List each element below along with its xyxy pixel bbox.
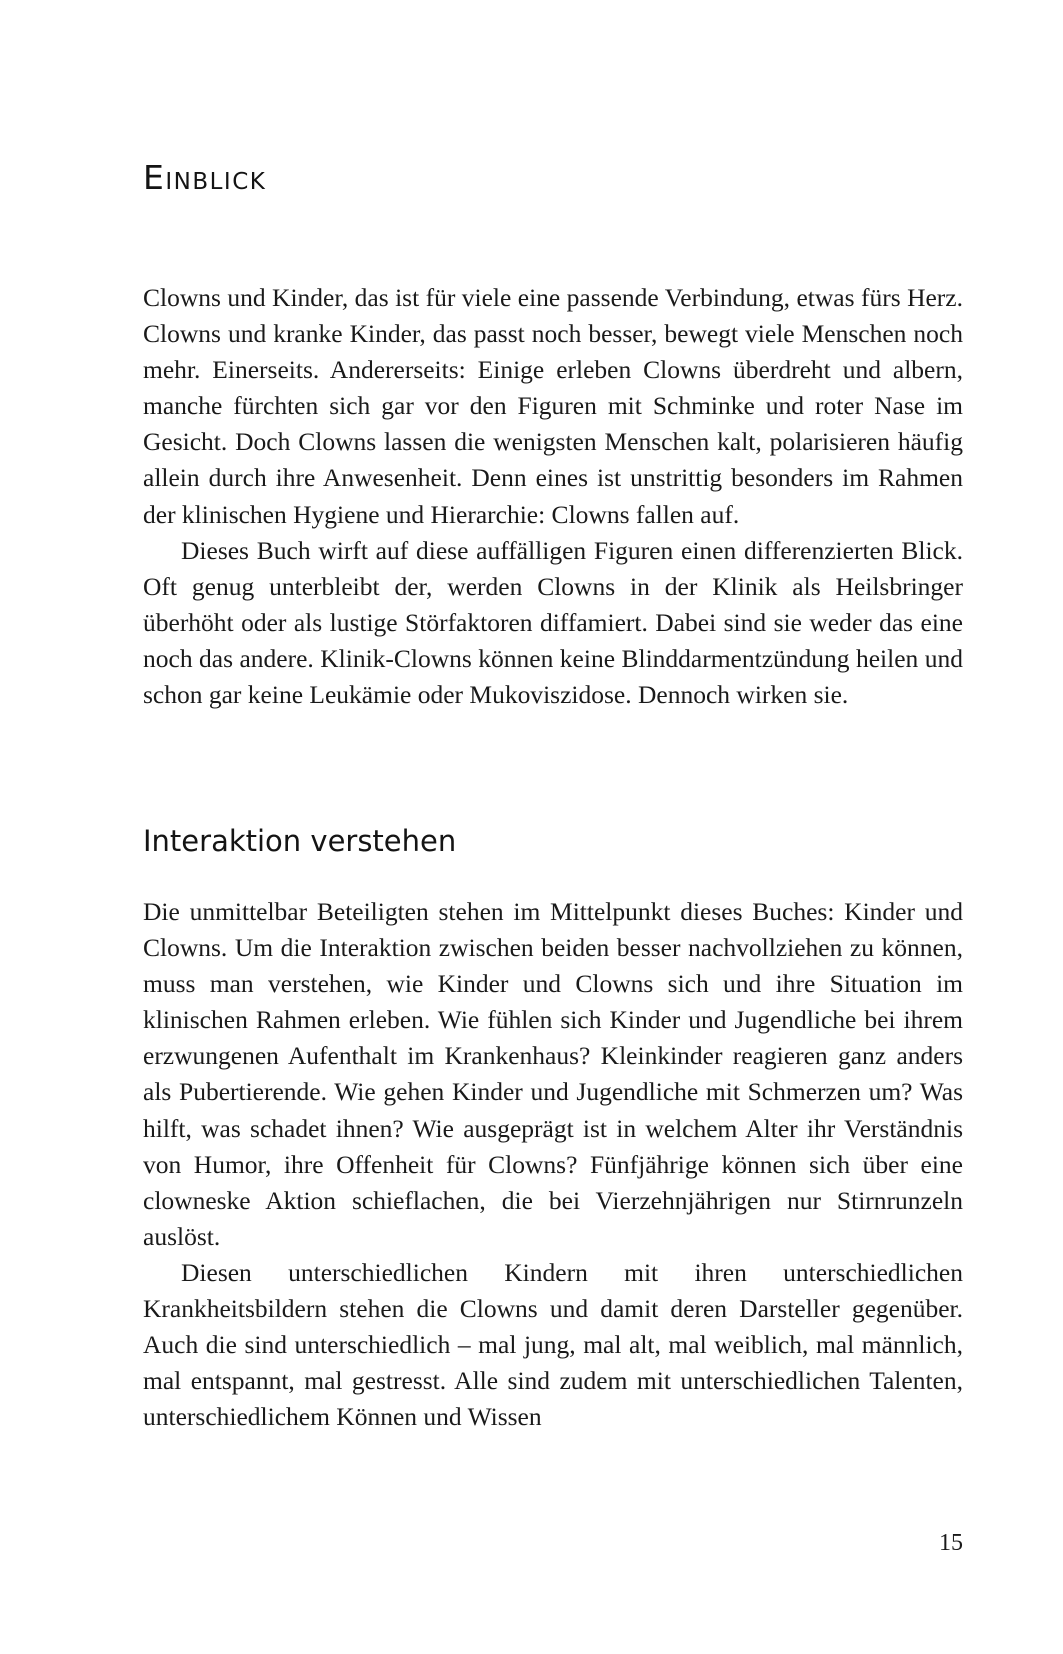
page-number: 15 [939, 1530, 963, 1556]
intro-paragraph-1: Clowns und Kinder, das ist für viele eine passende Verbindung, etwas fürs Herz. Clowns und kranke Kinder, das passt noch besser, bewegt viele Menschen noch mehr. Einerseits. Andererseits: Einige erleben Clowns überdreht und albern, manche fürchten sich gar vor den Figuren mit Schminke und roter Nase im Gesicht. Doch Clowns lassen die wenigsten Menschen kalt, polarisieren häufig allein durch ihre Anwesenheit. Denn eines ist unstrittig besonders im Rahmen der klinischen Hygiene und Hierarchie: Clowns fallen auf. [143, 283, 963, 529]
chapter-title: Einblick [143, 158, 267, 197]
section-text [143, 894, 963, 1435]
intro-text [143, 280, 963, 713]
section-title: Interaktion verstehen [143, 824, 457, 858]
section-paragraph-2: Diesen unterschiedlichen Kindern mit ihren unterschiedlichen Krankheitsbildern stehen die Clowns und damit deren Darsteller gegenüber. Auch die sind unterschiedlich – mal jung, mal alt, mal weiblich, mal männlich, mal entspannt, mal gestresst. Alle sind zudem mit unterschiedlichen Talenten, unterschiedlichem Können und Wissen [143, 1257, 963, 1432]
section-paragraph-1: Die unmittelbar Beteiligten stehen im Mittelpunkt dieses Buches: Kinder und Clowns. Um die Interaktion zwischen beiden besser nachvollziehen zu können, muss man verstehen, wie Kinder und Clowns sich und ihre Situation im klinischen Rahmen erleben. Wie fühlen sich Kinder und Jugendliche bei ihrem erzwungenen Aufenthalt im Krankenhaus? Kleinkinder reagieren ganz anders als Pubertierende. Wie gehen Kinder und Jugendliche mit Schmerzen um? Was hilft, was schadet ihnen? Wie ausgeprägt ist in welchem Alter ihr Verständnis von Humor, ihre Offenheit für Clowns? Fünfjährige können sich über eine clowneske Aktion schieflachen, die bei Vierzehnjährigen nur Stirnrunzeln auslöst. [143, 897, 963, 1251]
intro-paragraph-2: Dieses Buch wirft auf diese auffälligen Figuren einen differenzierten Blick. Oft genug unterbleibt der, werden Clowns in der Klinik als Heilsbringer überhöht oder als lustige Störfaktoren diffamiert. Dabei sind sie weder das eine noch das andere. Klinik-Clowns können keine Blinddarmentzündung heilen und schon gar keine Leukämie oder Mukoviszidose. Dennoch wirken sie. [143, 535, 963, 710]
